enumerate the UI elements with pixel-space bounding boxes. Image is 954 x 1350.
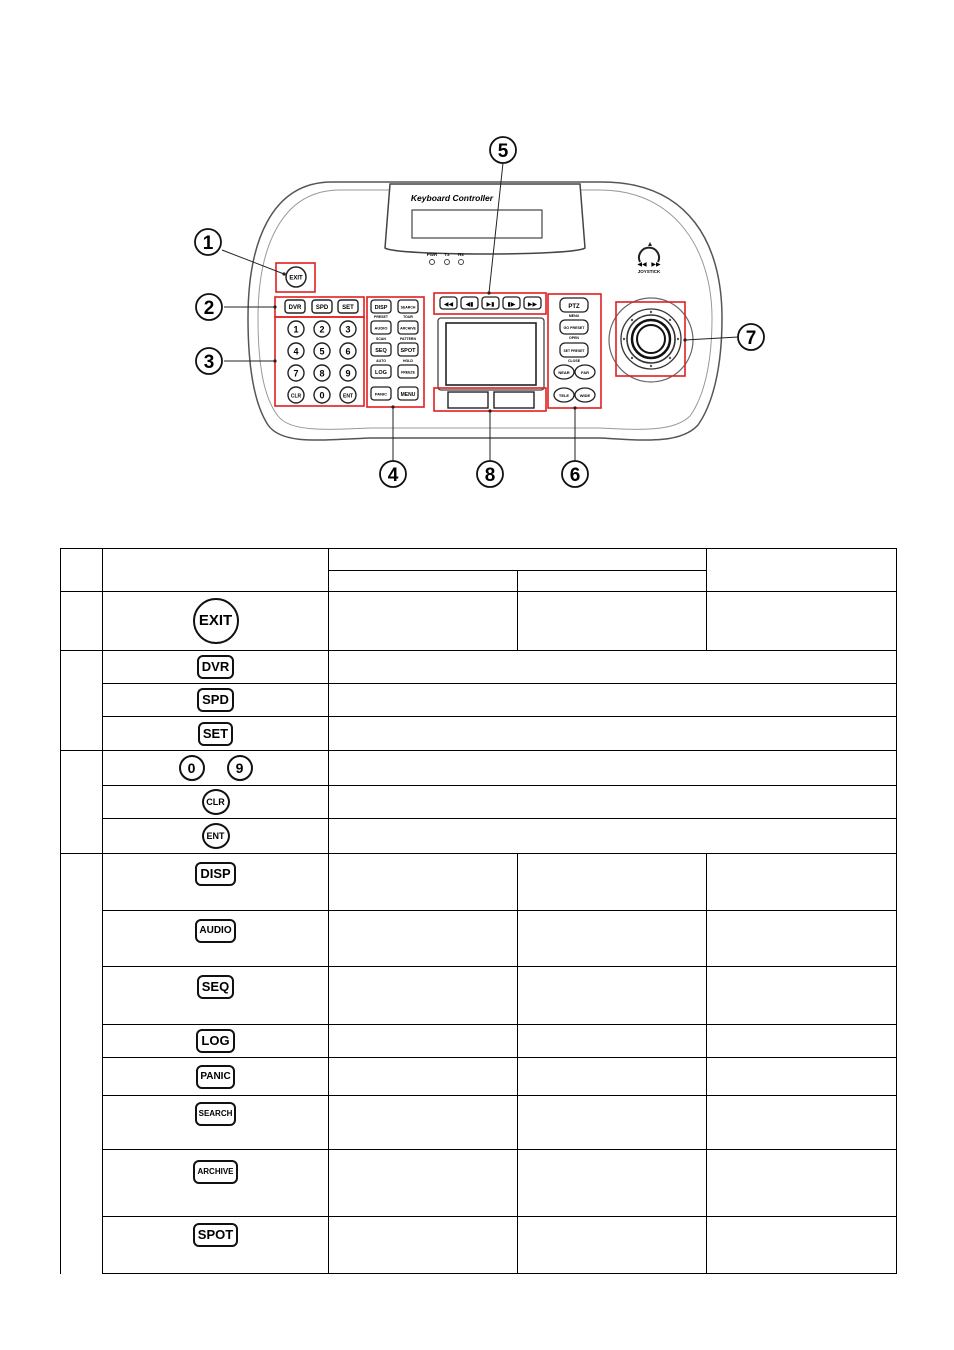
key-clr[interactable] bbox=[288, 387, 304, 403]
disp-key: DISP bbox=[195, 862, 235, 886]
log-key[interactable] bbox=[371, 365, 391, 378]
svg-text:2: 2 bbox=[203, 298, 215, 319]
dvr-key[interactable] bbox=[285, 300, 305, 313]
svg-text:1: 1 bbox=[293, 324, 299, 335]
svg-text:9: 9 bbox=[345, 368, 351, 379]
key-function-table bbox=[60, 548, 897, 1274]
svg-text:2: 2 bbox=[319, 324, 325, 335]
key-1[interactable] bbox=[288, 321, 304, 337]
spd-key[interactable] bbox=[312, 300, 332, 313]
ent-key: ENT bbox=[202, 823, 230, 849]
svg-text:PANIC: PANIC bbox=[374, 391, 388, 397]
svg-text:◀◀: ◀◀ bbox=[637, 262, 647, 268]
svg-text:FREEZE: FREEZE bbox=[401, 370, 415, 375]
playback-keys bbox=[440, 297, 541, 309]
callout-1 bbox=[195, 229, 221, 255]
step-forward-key[interactable] bbox=[503, 297, 520, 309]
led-label-rx: Rx bbox=[458, 252, 464, 257]
svg-text:NEAR: NEAR bbox=[558, 370, 570, 375]
sublabel-preset: PRESET bbox=[373, 315, 389, 319]
svg-text:◀◀: ◀◀ bbox=[443, 302, 454, 308]
svg-text:▶▮: ▶▮ bbox=[486, 302, 495, 308]
callout-3 bbox=[196, 348, 222, 374]
set-preset-key[interactable] bbox=[560, 343, 588, 357]
sublabel-scan: SCAN bbox=[376, 337, 386, 341]
lcd-screen bbox=[412, 210, 542, 238]
spot-key: SPOT bbox=[193, 1223, 238, 1247]
archive-key[interactable] bbox=[398, 321, 418, 334]
header-function bbox=[329, 549, 707, 571]
svg-text:MENU: MENU bbox=[400, 392, 416, 398]
group-number-cell bbox=[61, 854, 103, 1274]
disp-key[interactable] bbox=[371, 300, 391, 313]
fast-forward-key[interactable] bbox=[524, 297, 541, 309]
table-header-row bbox=[61, 549, 897, 571]
step-back-key[interactable] bbox=[461, 297, 478, 309]
svg-text:8: 8 bbox=[484, 465, 496, 486]
go-preset-key[interactable] bbox=[560, 320, 588, 334]
sublabel-tour: TOUR bbox=[403, 315, 413, 319]
panic-key: PANIC bbox=[196, 1065, 234, 1089]
svg-text:▶▶: ▶▶ bbox=[527, 302, 538, 308]
keyboard-controller-diagram bbox=[0, 0, 954, 540]
dvr-key-label: DVR bbox=[288, 305, 302, 311]
table-row bbox=[61, 967, 897, 1025]
svg-text:SET PRESET: SET PRESET bbox=[563, 349, 585, 353]
set-key[interactable] bbox=[338, 300, 358, 313]
callout-7 bbox=[738, 324, 764, 350]
exit-key-label: EXIT bbox=[289, 275, 303, 282]
table-row bbox=[61, 1217, 897, 1274]
table-row bbox=[61, 592, 897, 651]
tele-key[interactable] bbox=[554, 388, 574, 402]
svg-text:SEQ: SEQ bbox=[375, 348, 387, 354]
key-2[interactable] bbox=[314, 321, 330, 337]
sublabel-hold: HOLD bbox=[403, 359, 413, 363]
group-number-cell bbox=[61, 651, 103, 751]
callout-5 bbox=[490, 137, 516, 163]
key-ent[interactable] bbox=[340, 387, 356, 403]
log-key: LOG bbox=[196, 1029, 234, 1053]
set-key: SET bbox=[198, 722, 233, 746]
sublabel-close: CLOSE bbox=[567, 359, 581, 363]
archive-key: ARCHIVE bbox=[193, 1160, 237, 1184]
led-label-pwr: PWR bbox=[426, 252, 438, 257]
near-key[interactable] bbox=[554, 365, 574, 379]
table-row bbox=[61, 1096, 897, 1150]
svg-text:TELE: TELE bbox=[558, 393, 570, 398]
spd-key: SPD bbox=[197, 688, 234, 712]
callout-6 bbox=[562, 461, 588, 487]
svg-text:5: 5 bbox=[497, 141, 509, 162]
svg-text:1: 1 bbox=[202, 233, 214, 254]
svg-text:WIDE: WIDE bbox=[579, 393, 591, 398]
table-row bbox=[61, 1025, 897, 1058]
key-8[interactable] bbox=[314, 365, 330, 381]
key-9: 9 bbox=[227, 755, 253, 781]
sublabel-pattern: PATTERN bbox=[399, 337, 417, 341]
svg-text:◀▮: ◀▮ bbox=[465, 302, 474, 308]
audio-key: AUDIO bbox=[195, 919, 235, 943]
svg-text:▶▶: ▶▶ bbox=[651, 262, 661, 268]
svg-text:3: 3 bbox=[345, 324, 351, 335]
joystick-label: JOYSTICK bbox=[637, 269, 661, 274]
svg-text:SEARCH: SEARCH bbox=[400, 305, 416, 310]
table-row bbox=[61, 684, 897, 717]
svg-text:6: 6 bbox=[569, 465, 581, 486]
table-row bbox=[61, 651, 897, 684]
seq-key[interactable] bbox=[371, 343, 391, 356]
svg-text:FAR: FAR bbox=[581, 370, 589, 375]
menu-key[interactable] bbox=[398, 387, 418, 400]
svg-text:5: 5 bbox=[319, 346, 325, 357]
key-7[interactable] bbox=[288, 365, 304, 381]
play-pause-key[interactable] bbox=[482, 297, 499, 309]
table-row bbox=[61, 911, 897, 967]
svg-text:8: 8 bbox=[319, 368, 325, 379]
search-key: SEARCH bbox=[195, 1102, 237, 1126]
table-row bbox=[61, 751, 897, 786]
spot-key[interactable] bbox=[398, 343, 418, 356]
svg-text:6: 6 bbox=[345, 346, 351, 357]
callout-2 bbox=[196, 294, 222, 320]
svg-text:GO PRESET: GO PRESET bbox=[563, 326, 585, 330]
key-6[interactable] bbox=[340, 343, 356, 359]
key-4[interactable] bbox=[288, 343, 304, 359]
key-0[interactable] bbox=[314, 387, 330, 403]
ptz-key[interactable] bbox=[560, 298, 588, 312]
svg-text:CLR: CLR bbox=[290, 393, 302, 400]
spd-key-label: SPD bbox=[315, 305, 329, 311]
svg-text:PTZ: PTZ bbox=[568, 304, 580, 310]
callout-8 bbox=[477, 461, 503, 487]
header-function-b bbox=[518, 571, 707, 592]
touchpad-right-button[interactable] bbox=[494, 392, 534, 408]
header-key bbox=[103, 549, 329, 592]
callout-4 bbox=[380, 461, 406, 487]
table-row bbox=[61, 1150, 897, 1217]
svg-text:▮▶: ▮▶ bbox=[507, 302, 516, 308]
svg-text:7: 7 bbox=[293, 368, 299, 379]
seq-key: SEQ bbox=[197, 975, 234, 999]
svg-text:SPOT: SPOT bbox=[400, 348, 416, 354]
table-row bbox=[61, 1058, 897, 1096]
freeze-key[interactable] bbox=[398, 365, 418, 378]
sublabel-open: OPEN bbox=[569, 336, 579, 340]
svg-text:LOG: LOG bbox=[375, 370, 387, 376]
far-key[interactable] bbox=[575, 365, 595, 379]
lcd-title: Keyboard Controller bbox=[410, 193, 494, 203]
exit-key: EXIT bbox=[193, 598, 239, 644]
dvr-key: DVR bbox=[197, 655, 234, 679]
audio-key[interactable] bbox=[371, 321, 391, 334]
svg-text:4: 4 bbox=[387, 465, 399, 486]
joystick[interactable] bbox=[637, 325, 665, 353]
clr-key: CLR bbox=[202, 789, 230, 815]
header-function-a bbox=[329, 571, 518, 592]
search-key[interactable] bbox=[398, 300, 418, 313]
svg-text:0: 0 bbox=[319, 390, 325, 401]
wide-key[interactable] bbox=[575, 388, 595, 402]
svg-text:ARCHIVE: ARCHIVE bbox=[400, 326, 416, 331]
key-3[interactable] bbox=[340, 321, 356, 337]
group-number-cell bbox=[61, 751, 103, 854]
set-key-label: SET bbox=[342, 305, 354, 311]
table-row bbox=[61, 786, 897, 819]
header-no bbox=[61, 549, 103, 592]
led-label-tx: Tx bbox=[444, 252, 450, 257]
svg-text:4: 4 bbox=[293, 346, 299, 357]
table-row bbox=[61, 819, 897, 854]
touchpad-left-button[interactable] bbox=[448, 392, 488, 408]
sublabel-menu: MENU bbox=[568, 314, 580, 318]
key-9[interactable] bbox=[340, 365, 356, 381]
svg-text:7: 7 bbox=[745, 328, 757, 349]
key-0: 0 bbox=[179, 755, 205, 781]
sublabel-auto: AUTO bbox=[376, 359, 386, 363]
group-number-cell bbox=[61, 592, 103, 651]
rewind-key[interactable] bbox=[440, 297, 457, 309]
svg-text:AUDIO: AUDIO bbox=[374, 325, 388, 331]
key-5[interactable] bbox=[314, 343, 330, 359]
table-row bbox=[61, 854, 897, 911]
header-remark bbox=[707, 549, 897, 592]
panic-key[interactable] bbox=[371, 387, 391, 400]
table-row bbox=[61, 717, 897, 751]
svg-text:ENT: ENT bbox=[343, 393, 353, 400]
svg-text:DISP: DISP bbox=[374, 305, 388, 311]
svg-text:3: 3 bbox=[203, 352, 215, 373]
